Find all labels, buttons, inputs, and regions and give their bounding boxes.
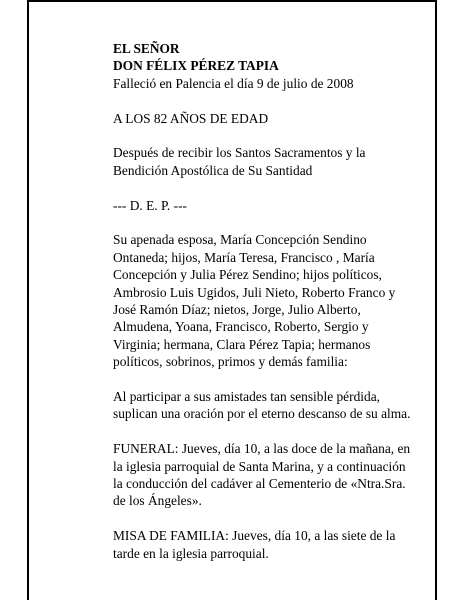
family-paragraph [113,231,428,370]
prayer-paragraph [113,388,428,423]
deceased-name: DON FÉLIX PÉREZ TAPIA [113,58,279,74]
paragraph-line: políticos, sobrinos, primos y demás familia: [113,354,348,370]
age-line: A LOS 82 AÑOS DE EDAD [113,110,269,126]
paragraph-line: Bendición Apostólica de Su Santidad [113,162,313,178]
family-mass-paragraph [113,527,428,562]
paragraph-line: de los Ángeles». [113,493,202,509]
paragraph-line: José Ramón Díaz; nietos, Jorge, Julio Alberto, [113,302,361,318]
paragraph-line: MISA DE FAMILIA: Jueves, día 10, a las siete de la [113,528,396,544]
paragraph-line: Al participar a sus amistades tan sensible pérdida, [113,389,380,405]
paragraph-line: Su apenada esposa, María Concepción Sendino [113,232,367,248]
title-line: EL SEÑOR [113,41,180,56]
paragraph-line: Almudena, Yoana, Francisco, Roberto, Sergio y [113,319,369,335]
rip-line: --- D. E. P. --- [113,197,188,213]
sacraments-paragraph [113,144,428,179]
paragraph-line: Ontaneda; hijos, María Teresa, Francisco , María [113,249,375,265]
funeral-paragraph [113,440,428,510]
paragraph-line: Ambrosio Luis Ugidos, Juli Nieto, Roberto Franco y [113,284,396,300]
paragraph-line: la iglesia parroquial de Santa Marina, y a continuación [113,458,406,474]
paragraph-line: Concepción y Julia Pérez Sendino; hijos políticos, [113,267,382,283]
paragraph-line: FUNERAL: Jueves, día 10, a las doce de la mañana, en [113,441,411,457]
paragraph-line: Después de recibir los Santos Sacramentos y la [113,145,366,161]
death-notice: Falleció en Palencia el día 9 de julio de 2008 [113,75,354,91]
paragraph-line: suplican una oración por el eterno descanso de su alma. [113,406,411,422]
paragraph-line: tarde en la iglesia parroquial. [113,545,269,561]
paragraph-line: Virginia; hermana, Clara Pérez Tapia; hermanos [113,336,371,352]
obituary-text [113,40,428,562]
paragraph-line: la conducción del cadáver al Cementerio de «Ntra.Sra. [113,476,406,492]
header-block [113,40,428,92]
